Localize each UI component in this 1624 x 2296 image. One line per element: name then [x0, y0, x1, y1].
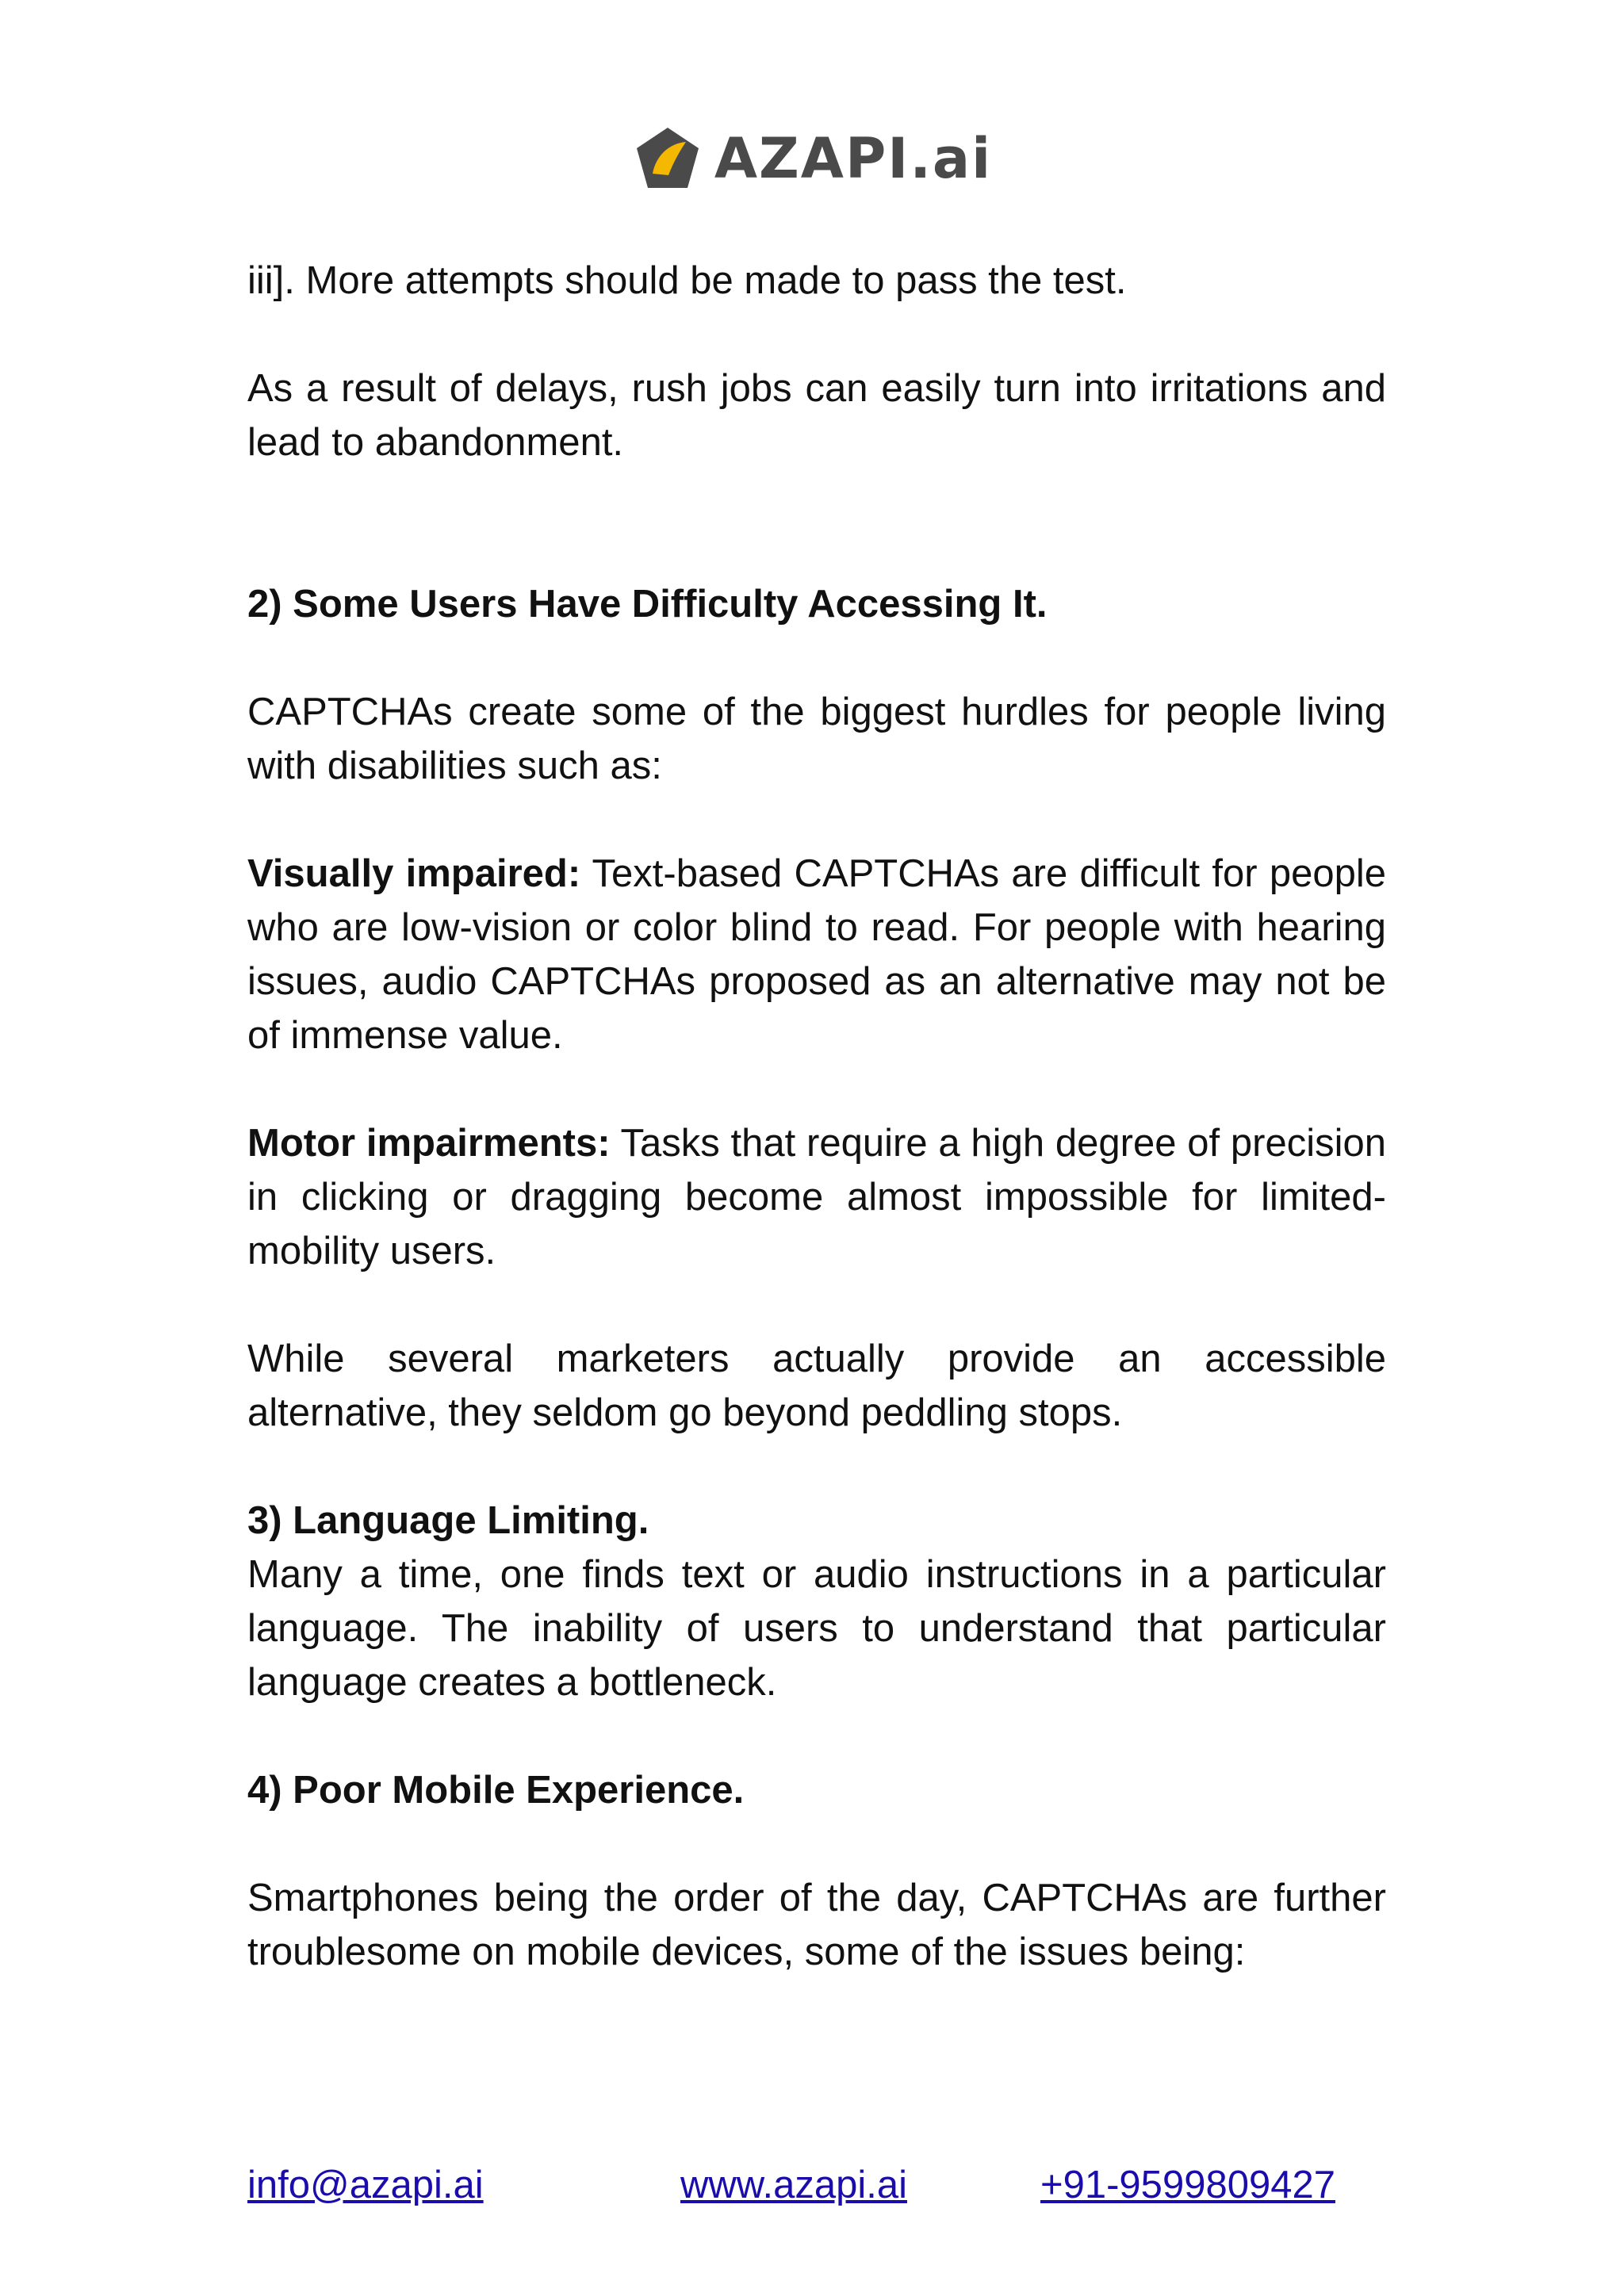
heading-accessibility: 2) Some Users Have Difficulty Accessing It.: [247, 583, 1048, 626]
text-visually-impaired: Text-based CAPTCHAs are difficult for people who are low-vision or color blind to read. For people with hearing issues, audio CAPTCHAs proposed as an alternative may not be of immense value.: [247, 852, 1386, 1057]
paragraph-motor-impairments: [247, 1116, 1386, 1278]
logo-wordmark: AZAPI.ai: [714, 126, 993, 191]
paragraph-language: Many a time, one finds text or audio instructions in a particular language. The inability of users to understand that particular language creates a bottleneck.: [247, 1553, 1386, 1704]
text-motor-impairments: Tasks that require a high degree of precision in clicking or dragging become almost impossible for limited-mobility users.: [247, 1122, 1387, 1272]
azapi-logo-icon: [632, 124, 703, 193]
paragraph-mobile: Smartphones being the order of the day, CAPTCHAs are further troublesome on mobile devices, some of the issues being:: [247, 1877, 1386, 1973]
document-body: [247, 254, 1386, 2033]
term-visually-impaired: Visually impaired:: [247, 852, 581, 895]
heading-language: 3) Language Limiting.: [247, 1499, 649, 1542]
email-link[interactable]: info@azapi.ai: [247, 2164, 484, 2206]
page-footer: [247, 2158, 1386, 2214]
azapi-logo: [632, 124, 992, 193]
paragraph-delays: As a result of delays, rush jobs can easily turn into irritations and lead to abandonment.: [247, 367, 1386, 464]
phone-link[interactable]: +91-9599809427: [1040, 2164, 1335, 2206]
paragraph-attempts: iii]. More attempts should be made to pass the test.: [247, 259, 1127, 302]
paragraph-disabilities: CAPTCHAs create some of the biggest hurdles for people living with disabilities such as:: [247, 691, 1386, 787]
spacer: [247, 523, 1386, 577]
page-header: [0, 119, 1624, 198]
term-motor-impairments: Motor impairments:: [247, 1122, 611, 1165]
heading-mobile: 4) Poor Mobile Experience.: [247, 1769, 745, 1812]
paragraph-marketers: While several marketers actually provide an accessible alternative, they seldom go beyond peddling stops.: [247, 1337, 1386, 1434]
paragraph-visually-impaired: [247, 847, 1386, 1062]
website-link[interactable]: www.azapi.ai: [680, 2164, 907, 2206]
